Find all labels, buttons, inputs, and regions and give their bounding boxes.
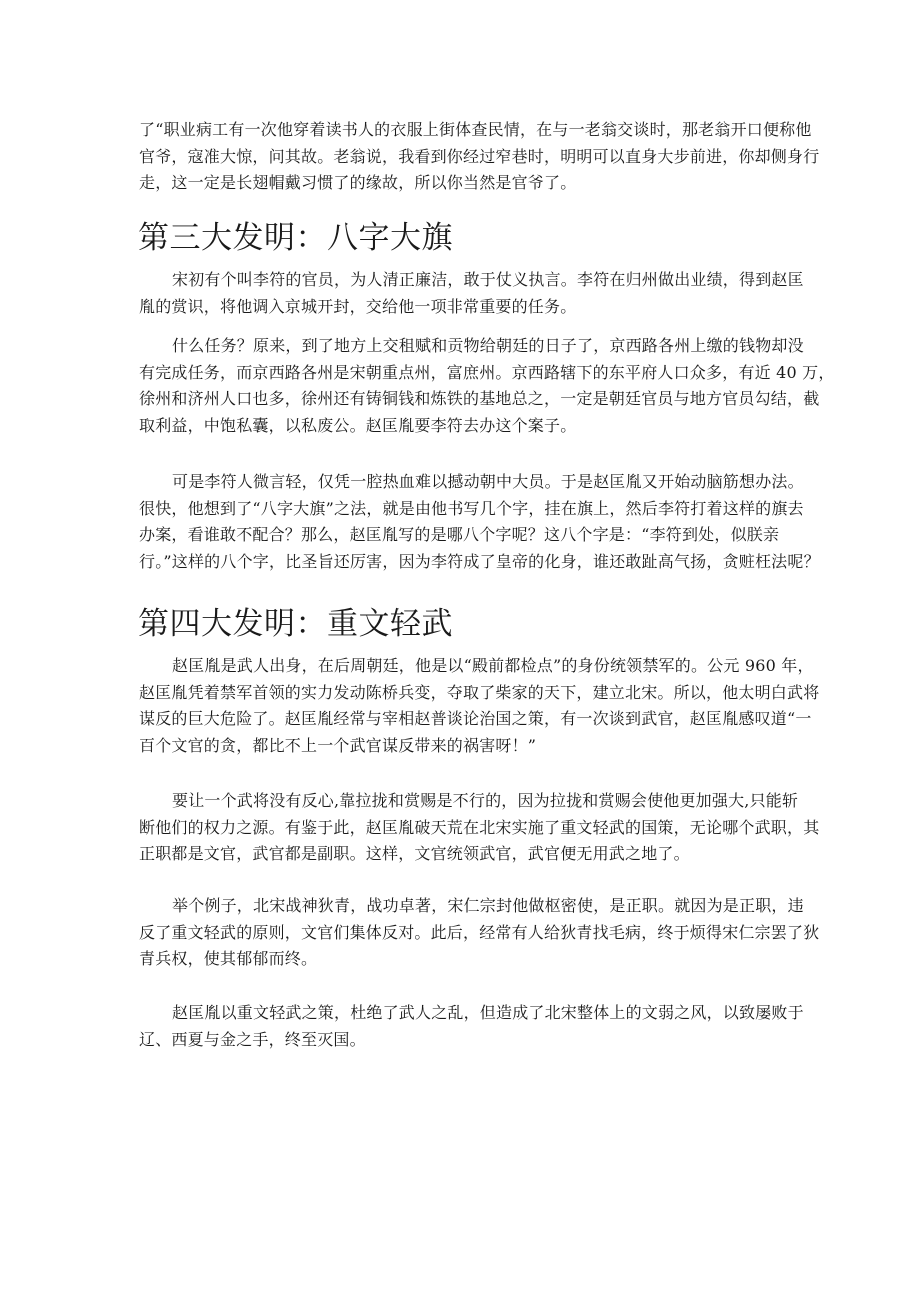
text-line: 百个文官的贪，都比不上一个武官谋反带来的祸害呀！” xyxy=(139,735,537,755)
paragraph xyxy=(139,788,820,868)
text-line: 正职都是文官，武官都是副职。这样，文官统领武官，武官便无用武之地了。 xyxy=(139,844,690,863)
text-line: 行。”这样的八个字，比圣旨还厉害，因为李符成了皇帝的化身，谁还敢趾高气扬，贪赃枉法呢？ xyxy=(139,551,820,571)
paragraph xyxy=(139,653,820,759)
paragraph xyxy=(139,267,804,320)
section-heading-4: 第四大发明：重文轻武 xyxy=(138,606,453,642)
text-line: 青兵权，使其郁郁而终。 xyxy=(139,949,318,968)
text-line: 了“职业病工有一次他穿着读书人的衣服上街体查民情，在与一老翁交谈时，那老翁开口便称他 xyxy=(139,120,812,139)
text-line: 官爷，寇准大惊，问其故。老翁说，我看到你经过窄巷时，明明可以直身大步前进，你却侧身行 xyxy=(139,146,820,166)
text-line: 取利益，中饱私囊，以私废公。赵匡胤要李符去办这个案子。 xyxy=(139,415,577,435)
paragraph xyxy=(139,469,820,575)
continued-paragraph xyxy=(139,117,820,197)
text-line: 有完成任务，而京西路各州是宋朝重点州，富庶州。京西路辖下的东平府人口众多，有近 40 万， xyxy=(139,362,835,382)
text-line: 谋反的巨大危险了。赵匡胤经常与宰相赵普谈论治国之策，有一次谈到武官，赵匡胤感叹道“一 xyxy=(139,709,812,728)
paragraph xyxy=(139,1000,804,1053)
text-line: 赵匡胤是武人出身，在后周朝廷，他是以“殿前都检点”的身份统领禁军的。公元 960 年， xyxy=(172,656,814,675)
text-line: 什么任务？原来，到了地方上交租赋和贡物给朝廷的日子了，京西路各州上缴的钱物却没 xyxy=(172,336,804,355)
section-heading-3: 第三大发明：八字大旗 xyxy=(138,220,453,256)
text-line: 断他们的权力之源。有鉴于此，赵匡胤破天荒在北宋实施了重文轻武的国策，无论哪个武职，其 xyxy=(139,817,820,837)
text-line: 反了重文轻武的原则，文官们集体反对。此后，经常有人给狄青找毛病，终于烦得宋仁宗罢了狄 xyxy=(139,922,820,942)
text-line: 走，这一定是长翅帽戴习惯了的缘故，所以你当然是官爷了。 xyxy=(139,173,577,192)
paragraph xyxy=(139,893,820,973)
text-line: 赵匡胤凭着禁军首领的实力发动陈桥兵变，夺取了柴家的天下，建立北宋。所以，他太明白武将 xyxy=(139,682,820,702)
paragraph xyxy=(139,333,835,439)
text-line: 辽、西夏与金之手，终至灭国。 xyxy=(139,1029,366,1049)
text-line: 可是李符人微言轻，仅凭一腔热血难以撼动朝中大员。于是赵匡胤又开始动脑筋想办法。 xyxy=(172,472,804,491)
text-line: 赵匡胤以重文轻武之策，杜绝了武人之乱，但造成了北宋整体上的文弱之风，以致屡败于 xyxy=(172,1003,804,1022)
text-line: 办案，看谁敢不配合？那么，赵匡胤写的是哪八个字呢？这八个字是：“李符到处，似朕亲 xyxy=(139,525,780,544)
text-line: 举个例子，北宋战神狄青，战功卓著，宋仁宗封他做枢密使，是正职。就因为是正职，违 xyxy=(172,896,804,915)
text-line: 徐州和济州人口也多，徐州还有铸铜钱和炼铁的基地总之，一定是朝廷官员与地方官员勾结，截 xyxy=(139,389,820,408)
text-line: 胤的赏识，将他调入京城开封，交给他一项非常重要的任务。 xyxy=(139,296,577,316)
text-line: 很快，他想到了“八字大旗”之法，就是由他书写几个字，挂在旗上，然后李符打着这样的旗去 xyxy=(139,498,804,518)
text-line: 宋初有个叫李符的官员，为人清正廉洁，敢于仗义执言。李符在归州做出业绩，得到赵匡 xyxy=(172,270,804,289)
text-line: 要让一个武将没有反心,靠拉拢和赏赐是不行的，因为拉拢和赏赐会使他更加强大,只能斩 xyxy=(172,791,799,810)
